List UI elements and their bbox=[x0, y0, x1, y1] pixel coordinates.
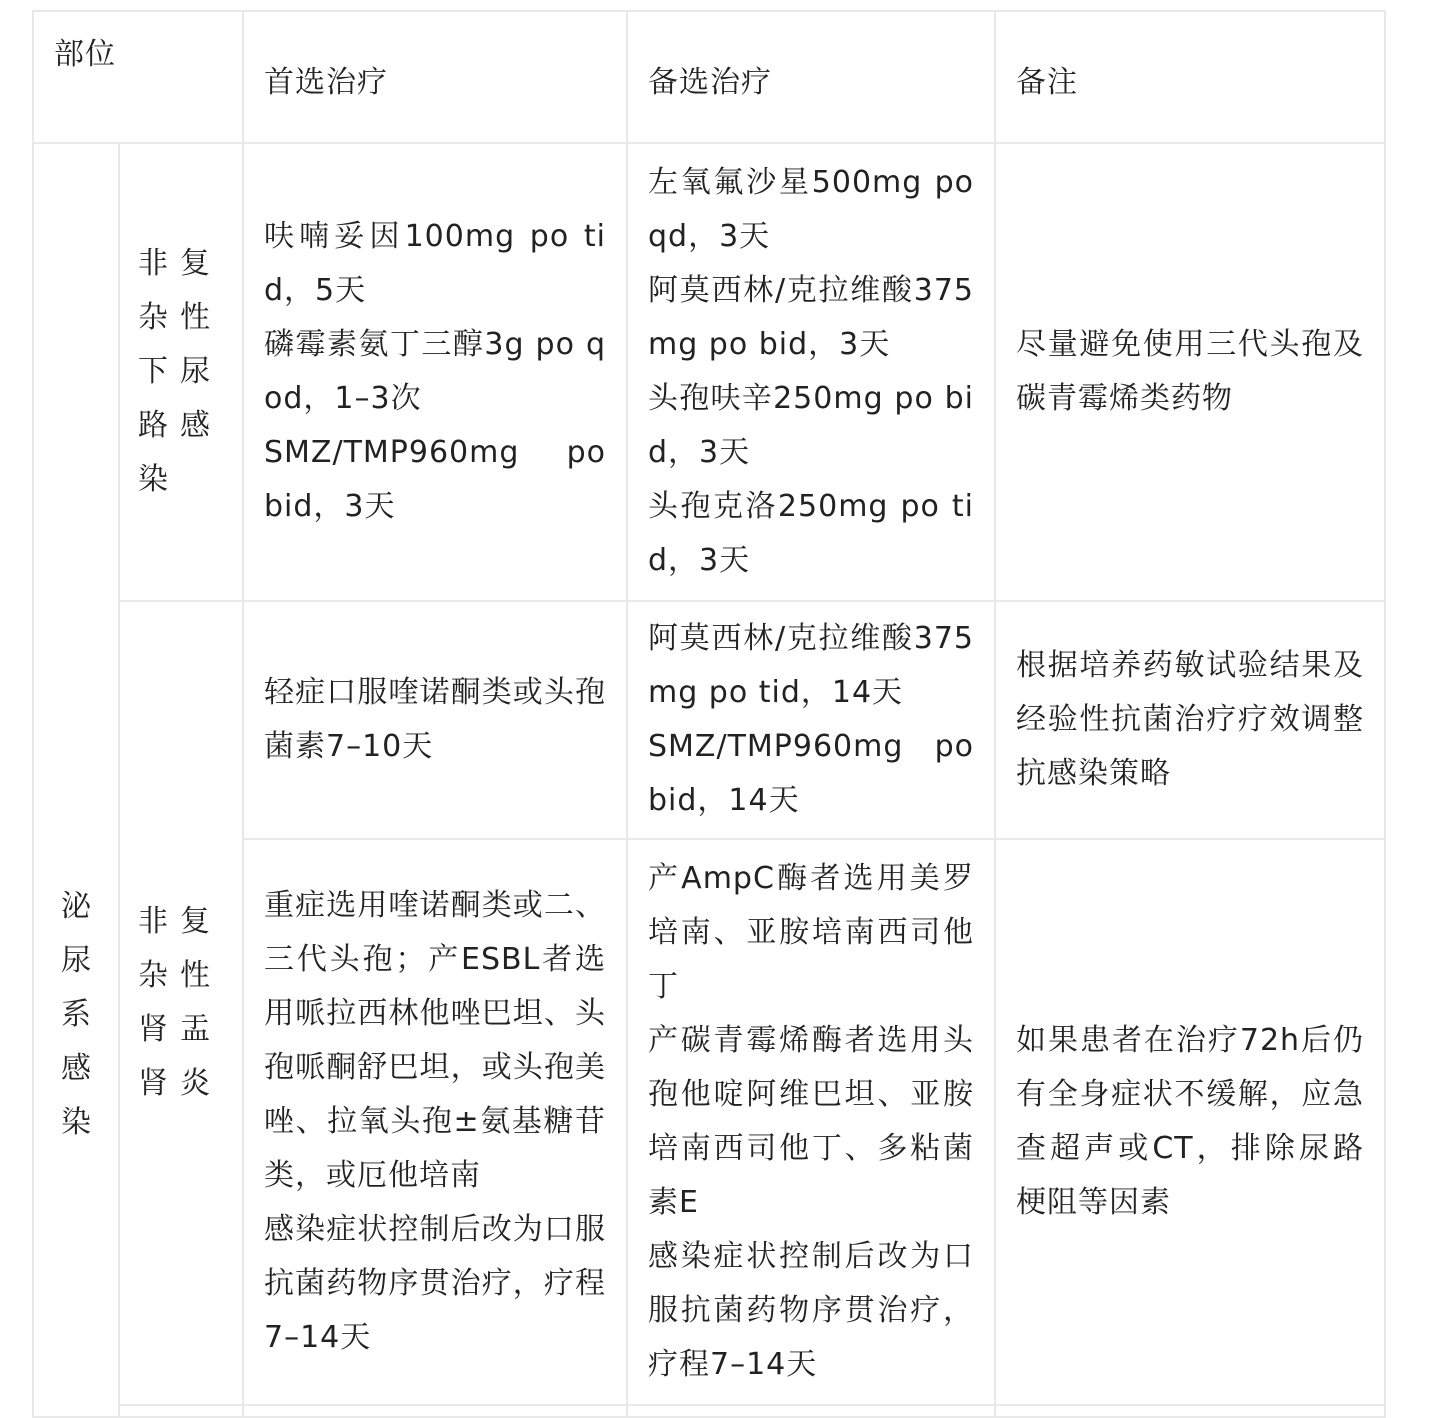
alternative-item: 左氧氟沙星500mg po qd，3天 bbox=[648, 165, 974, 254]
header-notes: 备注 bbox=[995, 11, 1385, 143]
alternative-item: 阿莫西林/克拉维酸375mg po bid，3天 bbox=[648, 273, 974, 362]
header-row bbox=[33, 11, 1385, 143]
first-line-item: SMZ/TMP960mg po bid，3天 bbox=[264, 435, 606, 524]
system-label: 泌尿系感染 bbox=[61, 889, 92, 1140]
alternative-item: SMZ/TMP960mg po bid，14天 bbox=[648, 729, 974, 818]
notes-cell: 根据培养药敏试验结果及经验性抗菌治疗疗效调整抗感染策略 bbox=[995, 601, 1385, 839]
alternative-item: 阿莫西林/克拉维酸375mg po tid，14天 bbox=[648, 621, 974, 710]
table-row bbox=[33, 143, 1385, 601]
alternative-cell bbox=[627, 839, 995, 1405]
alternative-item: 头孢克洛250mg po tid，3天 bbox=[648, 489, 974, 578]
subtype-cell: 非复杂性下尿路感染 bbox=[119, 143, 243, 601]
notes-cell bbox=[995, 1405, 1385, 1417]
first-line-item: 感染症状控制后改为口服抗菌药物序贯治疗，疗程7–14天 bbox=[264, 1212, 606, 1355]
alternative-cell bbox=[627, 143, 995, 601]
subtype-cell: 非复杂性肾盂肾炎 bbox=[119, 601, 243, 1405]
first-line-cell bbox=[243, 1405, 627, 1417]
first-line-item: 轻症口服喹诺酮类或头孢菌素7–10天 bbox=[264, 675, 606, 764]
first-line-cell bbox=[243, 839, 627, 1405]
header-site: 部位 bbox=[33, 11, 243, 143]
notes-cell: 如果患者在治疗72h后仍有全身症状不缓解，应急查超声或CT，排除尿路梗阻等因素 bbox=[995, 839, 1385, 1405]
alternative-item: 产AmpC酶者选用美罗培南、亚胺培南西司他丁 bbox=[648, 861, 974, 1004]
alternative-item: 产碳青霉烯酶者选用头孢他啶阿维巴坦、亚胺培南西司他丁、多粘菌素E bbox=[648, 1023, 974, 1220]
system-cell bbox=[33, 143, 119, 1417]
first-line-item: 呋喃妥因100mg po tid，5天 bbox=[264, 219, 606, 308]
header-first-line: 首选治疗 bbox=[243, 11, 627, 143]
first-line-item: 磷霉素氨丁三醇3g po qod，1–3次 bbox=[264, 327, 606, 416]
alternative-cell bbox=[627, 601, 995, 839]
treatment-table bbox=[32, 10, 1386, 1418]
notes-cell: 尽量避免使用三代头孢及碳青霉烯类药物 bbox=[995, 143, 1385, 601]
alternative-cell bbox=[627, 1405, 995, 1417]
table-row bbox=[33, 1405, 1385, 1417]
table-row bbox=[33, 601, 1385, 839]
alternative-item: 头孢呋辛250mg po bid，3天 bbox=[648, 381, 974, 470]
header-alternative: 备选治疗 bbox=[627, 11, 995, 143]
alternative-item: 感染症状控制后改为口服抗菌药物序贯治疗，疗程7–14天 bbox=[648, 1239, 974, 1382]
first-line-item: 重症选用喹诺酮类或二、三代头孢；产ESBL者选用哌拉西林他唑巴坦、头孢哌酮舒巴坦，或头孢美唑、拉氧头孢±氨基糖苷类，或厄他培南 bbox=[264, 888, 606, 1193]
first-line-cell bbox=[243, 601, 627, 839]
first-line-cell bbox=[243, 143, 627, 601]
subtype-cell bbox=[119, 1405, 243, 1417]
